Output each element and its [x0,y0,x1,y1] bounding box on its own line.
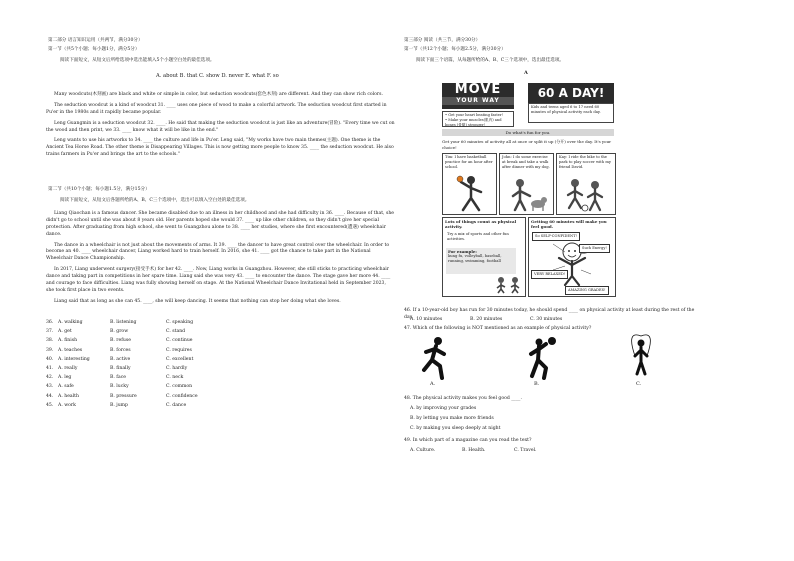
section-2-part-1: 第一节（共5个小题；每小题1分，满分5分） [48,47,140,52]
option-a[interactable]: A. really [58,365,78,371]
question-47: 47. Which of the following is NOT mentioned as an example of physical activity? [404,326,592,331]
left-column [46,0,395,561]
option-b[interactable]: B. by letting you make more friends [410,416,494,421]
volleyball-player-icon[interactable] [524,336,558,380]
kids-soccer-icon [563,178,609,212]
do-whats-fun-bar: Do what's fun for you. [442,129,614,136]
john-quote: John: I do some exercise at break and take a walk after dinner with my dog. [502,155,550,169]
rope-jumper-icon[interactable] [626,334,656,382]
option-c[interactable]: C. continue [166,338,193,344]
section-2-instruction-2: 阅读下面短文，从短文后各题所给的A、B、C三个选项中，选出可以填入空白处的最佳选项。 [60,198,250,203]
option-b[interactable]: B. jump [110,402,128,408]
question-49: 49. In which part of a magazine can you read the text? [404,438,532,443]
feel-bubble-grades: AMAZING GRADES! [565,286,609,295]
option-row: 41. A. really B. finally C. hardly [46,366,266,375]
option-c[interactable]: C. speaking [166,320,194,325]
option-b[interactable]: B. forces [110,347,131,353]
option-c[interactable]: C. Travel. [514,448,537,453]
example-box [446,248,516,274]
kay-quote: Kay: I ride the bike to the park to play soccer with my friend David. [559,155,611,169]
benefits-box: • Get your heart beating faster! • Make your muscles(肌肉) and bones (骨骼) stronger! [442,111,514,127]
option-b[interactable]: B. lucky [110,384,129,390]
paragraph: Liang said that as long as she can 45. ____, she will keep dancing. It seems that nothing can stop her doing what she loves. [54,298,341,304]
lots-title: Lots of things count as physical activity. [445,219,517,230]
example-text: kung fu, volleyball, baseball, running, swimming, football [448,254,502,264]
option-b[interactable]: B. refuse [110,338,131,344]
ad-poster [438,80,618,300]
option-b[interactable]: B. listening [110,320,137,325]
feel-bubble-energy: Such Energy! [579,244,610,253]
kids-teens-box: Kids and teens aged 6 to 17 need 60 minutes of physical activity each day. [528,103,614,123]
option-b[interactable]: B. active [110,356,131,362]
option-c[interactable]: C. dance [166,402,187,408]
option-row: 40. A. interesting B. active C. excellent [46,357,266,366]
option-a[interactable]: A. Culture. [410,448,436,453]
option-c[interactable]: C. 30 minutes [530,317,563,322]
kid-panel-tim [442,153,497,215]
option-c[interactable]: C. stand [166,329,186,335]
option-c[interactable]: C. excellent [166,356,194,362]
option-a[interactable]: A. 10 minutes [410,317,443,322]
option-row: 42. A. leg B. face C. neck [46,375,266,384]
runner-icon[interactable] [420,336,450,380]
question-48: 48. The physical activity makes you feel good ____. [404,396,522,401]
option-b[interactable]: B. finally [110,365,131,371]
option-c[interactable]: C. requires [166,347,192,353]
option-b[interactable]: B. pressure [110,393,137,399]
option-c[interactable]: C. by making you sleep deeply at night [410,426,501,431]
example-title: For example: [448,249,477,254]
move-your-way-logo: MOVE YOUR WAY [442,83,514,109]
paragraph: Leng wants to use his artworks to 34. ____ the culture and life in Pu'er. Leng said, "My works have two main themes(主题). One theme is the Ancient Tea Horse Road. The other theme is Disappearing Villages. This is now getting more people to know 35. ____ the seduction woodcut. He also trains farmers in Pu'er and brings the art to the schools." [46,138,394,158]
sixty-a-day-banner: 60 A DAY! [528,83,614,103]
cloze-passage-2 [46,211,395,306]
passage-label: A [524,70,528,76]
section-2-part-2: 第二节（共10个小题；每小题1.5分，满分15分） [48,187,150,192]
option-a[interactable]: A. health [58,393,79,399]
section-2-instruction: 阅读下面短文，从短文后所给选项中选出能填入5个小题空白处的最佳选项。 [60,58,215,63]
paragraph: In 2017, Liang underwent surgery(接受手术) for her 42. ____. Now, Liang works in Guangzhou. However, she still sticks to practicing wheelchair dance and taking part in competitions in her spare time. Liang said she was very 43. ____ to encounter the dance. The stage gave her more 44. ____ and courage to face difficulties. Liang was fully showing herself on stage. At the National Wheelchair Dance Invitational held in September 2023, she took first place in two events. [46,267,391,293]
section-3-title: 第三部分 阅读（共三节，满分30分） [404,38,481,43]
paragraph: The dance in a wheelchair is not just about the movements of arms. It 39. ____ the dancer to have great control over the wheelchair. In order to become an 40. ____ wheelchair dancer, Liang worked hard to train herself. In 2016, she 41. ____ got the chance to take part in the National Wheelchair Dance Championship. [46,242,390,262]
word-bank: A. about B. that C. show D. never E. what F. so [156,73,279,79]
option-a[interactable]: A. interesting [58,356,90,362]
option-a[interactable]: A. walking [58,320,83,325]
section-2-title: 第二部分 语言知识运用（共两节，满分30分） [48,38,143,43]
cloze-passage-1 [46,92,395,159]
option-a[interactable]: A. get [58,329,72,335]
feel-good-box [528,217,616,297]
tim-quote: Tim: I have basketball practice for an hour after school. [445,155,493,169]
feel-title: Getting 60 minutes will make you feel good. [531,219,607,230]
split-text: Get your 60 minutes of activity all at once or split it up (分开) over the day. It's your choice! [442,139,612,150]
boy-with-dog-icon [508,178,548,212]
lots-of-things-box [442,217,526,297]
paragraph: Liang Qiaochan is a famous dancer. She became disabled due to an illness in her childhood and she had difficulty in 36. ____. Because of that, she didn't go to school until she was about 8 years old. Her parents hoped she would 37. ____ up like other children, so they didn't give her special protection. After graduating from high school, she went to Guangzhou alone to 38. ____ her studies, where she first encountered(遭遇) wheelchair dance. [46,211,394,237]
paragraph: The seduction woodcut is a kind of woodcut 31. ____ uses one piece of wood to make a colorful artwork. The seduction woodcut first started in Pu'er in the 1980s and it rapidly became popular. [46,102,387,115]
kids-playing-icon [495,276,523,294]
option-a[interactable]: A. safe [58,384,74,390]
feel-bubble-confident: So SELF-CONFIDENT! [532,232,580,241]
option-a[interactable]: A. leg [58,375,72,381]
question-49-options [410,448,610,455]
feel-bubble-relaxed: VERY RELAXED! [531,270,568,279]
option-c[interactable]: C. neck [166,375,184,381]
option-b[interactable]: B. grow [110,329,129,335]
option-row: 37. A. get B. grow C. stand [46,329,266,338]
option-b[interactable]: B. face [110,375,127,381]
question-46-options [410,317,610,324]
label-a: A. [430,381,436,387]
option-a[interactable]: A. finish [58,338,78,344]
kid-panel-kay [556,153,616,215]
label-c: C. [636,381,642,387]
options-list [46,320,266,412]
section-3-instruction: 阅读下面三个语篇，从每题所给的A、B、C三个选项中，选出最佳选项。 [416,58,565,63]
option-a[interactable]: A. teaches [58,347,83,353]
option-row: 45. A. work B. jump C. dance [46,403,266,412]
right-column [404,0,698,561]
option-b[interactable]: B. 20 minutes [470,317,503,322]
option-b[interactable]: B. Health. [462,448,486,453]
option-row: 39. A. teaches B. forces C. requires [46,348,266,357]
option-c[interactable]: C. hardly [166,365,188,371]
option-a[interactable]: A. by improving your grades [410,406,477,411]
option-row: 38. A. finish B. refuse C. continue [46,338,266,347]
lots-text: Try a mix of sports and other fun activities. [447,231,509,241]
option-row: 36. A. walking B. listening C. speaking [46,320,266,329]
paragraph: Many woodcuts(木刻画) are black and white or simple in color, but seduction woodcuts(套色木刻) are different. And they can show rich colors. [54,92,383,97]
kid-panel-john [499,153,554,215]
basketball-player-icon [453,174,489,212]
option-c[interactable]: C. confidence [166,393,198,399]
option-row: 44. A. health B. pressure C. confidence [46,394,266,403]
label-b: B. [534,381,540,387]
question-47-labels [430,381,670,389]
section-3-part-1: 第一节（共12个小题；每小题2.5分，满分30分） [404,47,506,52]
question-46: 46. If a 10-year-old boy has run for 30 minutes today, he should spend ____ on physical activity at least during the rest of the day. [404,308,695,320]
option-a[interactable]: A. work [58,402,76,408]
option-c[interactable]: C. common [166,384,193,390]
option-row: 43. A. safe B. lucky C. common [46,384,266,393]
paragraph: Leng Guangmin is a seduction woodcut 32. ____. He said that making the seduction woodcut is just like an adventure(冒险). "Every time we cut on the wood and then print, we 33. ____ know what it will be like in the end." [46,120,395,133]
